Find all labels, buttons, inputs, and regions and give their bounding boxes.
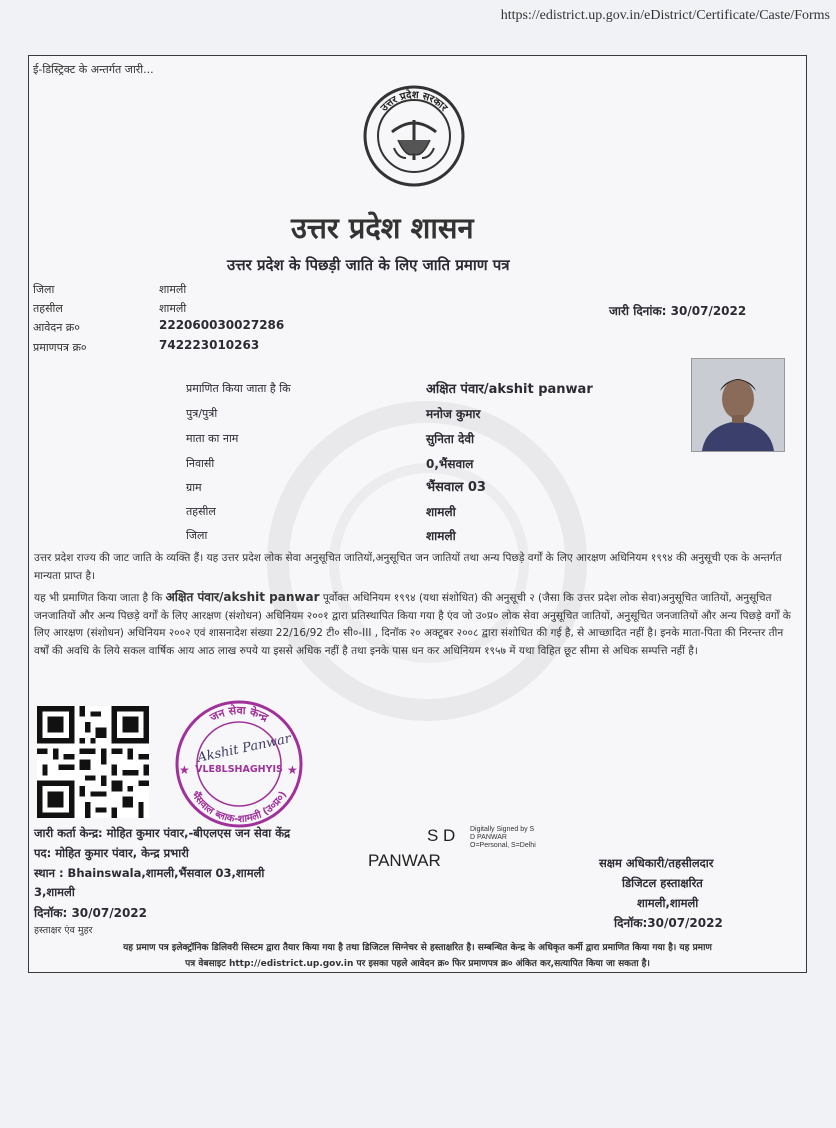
resident-value: 0,भैंसवाल [426,457,474,471]
svg-text:VLE8LSHAGHYIS: VLE8LSHAGHYIS [195,764,283,775]
person-district-label: जिला [186,529,208,542]
svg-text:★: ★ [179,763,190,777]
issuer-post: पद: मोहित कुमार पंवार, केन्द्र प्रभारी [34,846,189,860]
authority-date: दिनॉक:30/07/2022 [614,916,723,930]
document-title: उत्तर प्रदेश शासन [291,211,474,245]
mother-name: सुनिता देवी [426,432,475,446]
browser-url: https://edistrict.up.gov.in/eDistrict/Certificate/Caste/Forms [500,8,830,23]
issuer-sign-label: हस्ताक्षर एंव मुहर [34,925,93,936]
application-number: 222060030027286 [159,318,285,332]
certified-label: प्रमाणित किया जाता है कि [186,382,291,395]
issuer-place-cont: 3,शामली [34,885,75,899]
issue-date [609,302,746,319]
village-label: ग्राम [186,481,202,494]
svg-text:भैंसवाल ब्लाक-शामली (उ०प्र०): भैंसवाल ब्लाक-शामली (उ०प्र०) [188,789,290,826]
application-label: आवेदन क्र० [33,321,80,334]
certification-paragraph [34,589,800,660]
issuer-place: स्थान : Bhainswala,शामली,भैंसवाल 03,शामली [34,866,265,880]
certificate-number: 742223010263 [159,338,260,352]
para2-rest: पूर्वोक्त अधिनियम १९९४ (यथा संशोधित) की अनुसूची २ (जैसा कि उत्तर प्रदेश लोक सेवा)अनुसूचित जातियों, अनुसूचित जनजातियों और अन्य पिछड़े वर्गों के लिए आरक्षण (संशोधन) अधिनियम २००१ द्वारा प्रतिस्थापित किया गया है एंव जो उ०प्र० लोक सेवा अनुसूचित जातियों, अनुसूचित जनजातियों और अन्य पिछड़े वर्गों के लिए आरक्षण (संशोधन) अधिनियम २००२ एवं शासनादेश संख्या 22/16/92 टी० सी०-III , दिनॉक २० अक्टूबर २००८ द्वारा संशोधित की गई है, से आच्छादित नहीं है। इनके माता-पिता की निरन्तर तीन वर्षों की अवधि के लिये सकल वार्षिक आय आठ लाख रुपये या इससे अधिक नहीं है तथा इनके पास धन कर अधिनियम १९५७ में यथा विहित छूट सीमा से अधिक सम्पत्ति नहीं है। [34,592,791,657]
state-emblem-icon [362,84,466,188]
resident-label: निवासी [186,457,215,470]
holder-name: अक्षित पंवार/akshit panwar [426,382,593,397]
person-district-value: शामली [426,529,456,543]
top-note: ई-डिस्ट्रिक्ट के अन्तर्गत जारी... [33,63,154,76]
svg-text:जन सेवा केन्द्र: जन सेवा केन्द्र [207,703,271,725]
relation-label: पुत्र/पुत्री [186,407,218,420]
tehsil-label: तहसील [33,302,63,315]
tehsil-value: शामली [159,302,187,315]
svg-text:उत्तर प्रदेश सरकार: उत्तर प्रदेश सरकार [378,89,450,114]
issuer-date: दिनॉक: 30/07/2022 [34,906,148,920]
para2-name: अक्षित पंवार/akshit panwar [165,590,320,604]
document-subtitle: उत्तर प्रदेश के पिछड़ी जाति के लिए जाति प्रमाण पत्र [227,256,510,274]
authority-title: सक्षम अधिकारी/तहसीलदार [599,856,714,870]
mother-label: माता का नाम [186,432,239,445]
district-value: शामली [159,283,187,296]
issue-date-label: जारी दिनांक: [609,304,667,318]
district-label: जिला [33,283,55,296]
svg-text:★: ★ [287,763,298,777]
caste-paragraph: उत्तर प्रदेश राज्य की जाट जाति के व्यक्ति हैं। यह उत्तर प्रदेश लोक सेवा अनुसूचित जातियों,अनुसूचित जन जातियों तथा अन्य पिछड़े वर्गों के लिए आरक्षण अधिनियम १९९४ की अनुसूची एक के अन्तर्गत मान्यता प्राप्त है। [34,552,782,582]
authority-place: शामली,शामली [637,896,699,910]
svg-text:Akshit Panwar: Akshit Panwar [196,731,293,766]
dsig-name: PANWAR [368,851,441,870]
dsig-details: Digitally Signed by S D PANWAR O=Personal, S=Delhi [470,826,536,849]
authority-digital: डिजिटल हस्ताक्षरित [622,876,703,890]
certificate-document [28,55,807,973]
father-name: मनोज कुमार [426,407,481,421]
qr-code [37,706,149,818]
certificate-label: प्रमाणपत्र क्र० [33,341,87,354]
issuer-center: जारी कर्ता केन्द्र: मोहित कुमार पंवार,-बीएलएस जन सेवा केंद्र [34,826,291,840]
applicant-photo [691,358,785,452]
seal-stamp-icon [171,696,307,832]
person-tehsil-value: शामली [426,505,456,519]
para2-lead: यह भी प्रमाणित किया जाता है कि [34,592,163,604]
footer-note-2: पत्र वेबसाइट http://edistrict.up.gov.in पर इसका पहले आवेदन क्र० फिर प्रमाणपत्र क्र० अंकित कर,सत्यापित किया जा सकता है। [185,959,650,969]
issue-date-value: 30/07/2022 [670,304,747,318]
footer-note-1: यह प्रमाण पत्र इलेक्ट्रॉनिक डिलिवरी सिस्टम द्वारा तैयार किया गया है तथा डिजिटल सिग्नेचर से हस्ताक्षरित है। सम्बन्धित केन्द्र के अधिकृत कर्मी द्वारा प्रमाणित किया गया है। यह प्रमाण [123,943,712,953]
village-value: भैंसवाल 03 [426,480,486,495]
dsig-initials: S D [427,826,456,845]
person-tehsil-label: तहसील [186,505,216,518]
